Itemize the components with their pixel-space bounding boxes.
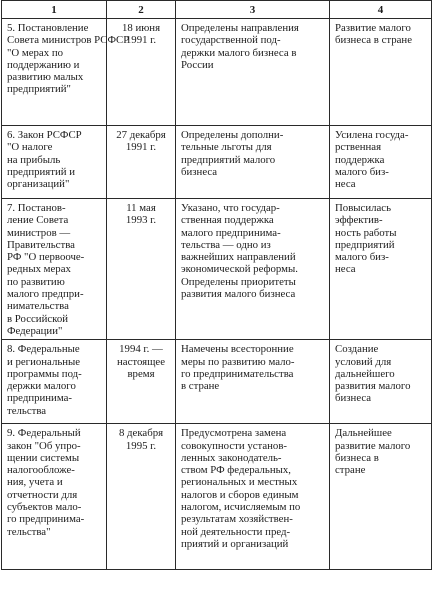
cell-text-line: 6. Закон РСФСР — [7, 129, 82, 141]
content-cell — [176, 199, 330, 340]
cell-text-line: бизнеса — [335, 392, 372, 405]
cell-text-line: развитию малых — [7, 71, 84, 84]
cell-text-line: бизнеса — [181, 165, 218, 178]
cell-text-line: 1995 г. — [125, 439, 157, 452]
header-col-1: 1 — [2, 1, 107, 19]
cell-text-line: Определены приоритеты — [181, 275, 296, 288]
cell-text-line: предприятий" — [7, 83, 71, 96]
table-row — [2, 126, 432, 199]
document-name-cell — [2, 424, 107, 570]
cell-text-line: Намечены всесторонние — [181, 343, 294, 356]
cell-text-line: редных мерах — [7, 263, 71, 276]
cell-text-line: Правительства — [7, 238, 75, 251]
cell-text-line: налогов и сборов единым — [181, 488, 299, 501]
table-row — [2, 19, 432, 126]
cell-text-line: 8. Федеральные — [7, 343, 80, 356]
cell-text-line: Предусмотрена замена — [181, 427, 287, 440]
cell-text-line: отчетности для — [7, 488, 78, 501]
document-name-cell — [2, 19, 130, 126]
header-col-2: 2 — [107, 1, 176, 19]
cell-text-line: налогообложе- — [7, 464, 75, 477]
cell-text-line: на прибыль — [7, 153, 61, 166]
cell-text-line: стране — [335, 464, 366, 477]
cell-text-line: меры по развитию мало- — [181, 355, 295, 368]
content-cell — [176, 340, 330, 424]
cell-text-line: рственная — [335, 141, 382, 154]
cell-text-line: тельства — одно из — [181, 238, 271, 251]
cell-text-line: эффектив- — [335, 214, 383, 227]
date-cell — [107, 424, 176, 570]
cell-text-line: щении системы — [7, 451, 80, 464]
cell-text-line: 5. Постановление — [7, 22, 89, 34]
cell-text-line: Федерации" — [7, 324, 63, 337]
cell-text-line: ния, учета и — [7, 476, 63, 489]
cell-text-line: го предпринима- — [7, 513, 85, 526]
cell-text-line: закон "Об упро- — [7, 439, 81, 452]
header-row — [2, 1, 432, 19]
result-cell — [330, 126, 432, 199]
document-name-cell — [2, 340, 107, 424]
cell-text-line: поддержанию и — [7, 58, 80, 71]
table-row — [2, 340, 432, 424]
cell-text-line: результатам хозяйствен- — [181, 513, 293, 526]
cell-text-line: держки малого — [7, 380, 76, 393]
cell-text-line: по развитию — [7, 275, 65, 288]
cell-text-line: в стране — [181, 380, 220, 393]
cell-text-line: Совета министров РСФСР — [7, 34, 130, 47]
cell-text-line: 11 мая — [126, 202, 156, 214]
cell-text-line: нимательства — [7, 300, 69, 313]
cell-text-line: время — [127, 367, 155, 380]
cell-text-line: ленных законодатель- — [181, 451, 282, 464]
cell-text-line: настоящее — [117, 355, 165, 368]
document-name-cell — [2, 199, 107, 340]
cell-text-line: Определены дополни- — [181, 129, 284, 141]
cell-text-line: неса — [335, 178, 356, 191]
content-cell — [176, 19, 330, 126]
legislation-table — [1, 0, 432, 570]
cell-text-line: малого биз- — [335, 251, 389, 264]
cell-text-line: развитие малого — [335, 439, 411, 452]
cell-text-line: развития малого — [335, 380, 411, 393]
cell-text-line: важнейших направлений — [181, 251, 296, 264]
cell-text-line: ной деятельности пред- — [181, 525, 291, 538]
cell-text-line: в Российской — [7, 312, 69, 325]
cell-text-line: го предпринимательства — [181, 367, 294, 380]
date-cell — [107, 126, 176, 199]
cell-text-line: налогом, исчисляемым по — [181, 501, 301, 514]
cell-text-line: тельные льготы для — [181, 141, 272, 154]
result-cell — [330, 424, 432, 570]
cell-text-line: РФ "О первооче- — [7, 251, 85, 264]
cell-text-line: ством РФ федеральных, — [181, 464, 291, 477]
cell-text-line: Усилена госуда- — [335, 129, 409, 141]
cell-text-line: дальнейшего — [335, 367, 395, 380]
cell-text-line: держки малого бизнеса в — [181, 46, 297, 59]
table-row — [2, 199, 432, 340]
cell-text-line: тельства" — [7, 525, 51, 538]
header-col-4: 4 — [330, 1, 432, 19]
cell-text-line: 1993 г. — [125, 214, 157, 227]
cell-text-line: 8 декабря — [118, 427, 164, 440]
cell-text-line: 7. Постанов- — [7, 202, 66, 214]
cell-text-line: министров — — [7, 226, 71, 239]
cell-text-line: 1994 г. — — [119, 343, 163, 356]
cell-text-line: ление Совета — [7, 214, 69, 227]
cell-text-line: предприятий малого — [181, 153, 276, 166]
cell-text-line: Указано, что государ- — [181, 202, 280, 214]
cell-text-line: развития малого бизнеса — [181, 288, 296, 301]
cell-text-line: предприятий и — [7, 165, 75, 178]
cell-text-line: предпринима- — [7, 392, 72, 405]
cell-text-line: экономической реформы. — [181, 263, 298, 276]
result-cell — [330, 19, 432, 126]
cell-text-line: субъектов мало- — [7, 501, 82, 514]
cell-text-line: "О налоге — [7, 141, 53, 154]
cell-text-line: бизнеса в стране — [335, 34, 412, 47]
cell-text-line: 9. Федеральный — [7, 427, 81, 440]
cell-text-line: Повысилась — [335, 202, 392, 214]
cell-text-line: ность работы — [335, 226, 397, 239]
cell-text-line: Дальнейшее — [335, 427, 392, 440]
date-cell — [107, 340, 176, 424]
cell-text-line: организаций" — [7, 178, 70, 191]
table-row — [2, 424, 432, 570]
cell-text-line: малого предпринима- — [181, 226, 281, 239]
cell-text-line: предприятий — [335, 238, 395, 251]
document-name-cell — [2, 126, 107, 199]
cell-text-line: программы под- — [7, 367, 82, 380]
cell-text-line: "О мерах по — [7, 46, 63, 59]
result-cell — [330, 340, 432, 424]
cell-text-line: приятий и организаций — [181, 537, 289, 550]
cell-text-line: Определены направления — [181, 22, 299, 34]
cell-text-line: Развитие малого — [335, 22, 411, 34]
cell-text-line: и региональные — [7, 355, 81, 368]
content-cell — [176, 424, 330, 570]
content-cell — [176, 126, 330, 199]
cell-text-line: 18 июня — [121, 22, 161, 34]
result-cell — [330, 199, 432, 340]
date-cell — [107, 199, 176, 340]
cell-text-line: 1991 г. — [125, 34, 157, 47]
cell-text-line: 1991 г. — [125, 141, 157, 154]
cell-text-line: Создание — [335, 343, 379, 356]
cell-text-line: России — [181, 58, 214, 71]
cell-text-line: условий для — [335, 355, 392, 368]
cell-text-line: поддержка — [335, 153, 385, 166]
header-col-3: 3 — [176, 1, 330, 19]
cell-text-line: малого предпри- — [7, 288, 84, 301]
cell-text-line: неса — [335, 263, 356, 276]
cell-text-line: ственная поддержка — [181, 214, 274, 227]
cell-text-line: 27 декабря — [116, 129, 166, 141]
cell-text-line: государственной под- — [181, 34, 281, 47]
cell-text-line: тельства — [7, 404, 47, 417]
cell-text-line: региональных и местных — [181, 476, 298, 489]
cell-text-line: совокупности установ- — [181, 439, 288, 452]
cell-text-line: малого биз- — [335, 165, 389, 178]
cell-text-line: бизнеса в — [335, 451, 379, 464]
